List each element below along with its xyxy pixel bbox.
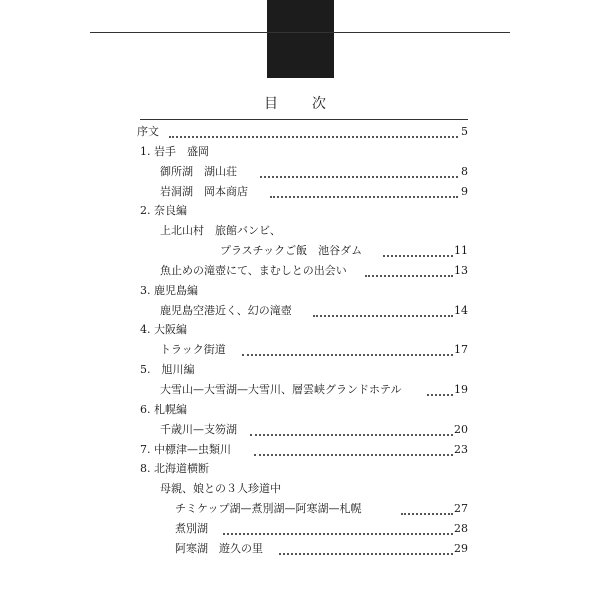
toc-page-number: 17: [454, 343, 468, 357]
toc-entry-text: 鹿児島空港近く、幻の滝壺: [160, 303, 292, 317]
toc-entry-text: 岩洞湖 岡本商店: [160, 184, 248, 198]
leader-dots: [279, 547, 453, 555]
toc-entry-text: 阿寒湖 遊久の里: [175, 541, 263, 555]
toc-entry-kamikitayama[interactable]: [137, 221, 468, 241]
leader-dots: [254, 448, 453, 456]
toc-entry-text: 2. 奈良編: [140, 204, 187, 218]
toc-section-iwate[interactable]: [137, 142, 468, 162]
toc-entry-preface[interactable]: [137, 122, 468, 142]
toc-page-number: 23: [454, 442, 468, 456]
black-header-tab: [267, 0, 334, 78]
toc-page-number: 14: [454, 303, 468, 317]
toc-entry-gandoko[interactable]: [137, 182, 468, 202]
leader-dots: [223, 527, 453, 535]
top-rule: [90, 32, 510, 33]
toc-entry-taki-mamushi[interactable]: [137, 261, 468, 281]
toc-entry-text: 8. 北海道横断: [140, 462, 209, 476]
toc-entry-text: チミケップ湖—煮別湖—阿寒湖—札幌: [175, 502, 362, 516]
toc-entry-text: 母親、娘との３人珍道中: [160, 482, 281, 496]
toc-section-nakashibetsu[interactable]: [137, 440, 468, 460]
toc-page-number: 29: [454, 541, 468, 555]
toc-page-number: 20: [454, 422, 468, 436]
toc-entry-text: 大雪山—大雪湖—大雪川、層雲峡グランドホテル: [160, 382, 402, 396]
leader-dots: [270, 190, 458, 198]
toc-entry-text: 7. 中標津—虫類川: [140, 442, 231, 456]
toc-page-number: 11: [454, 244, 468, 258]
leader-dots: [260, 170, 458, 178]
toc-entry-text: 御所湖 湖山荘: [160, 164, 237, 178]
toc-section-osaka[interactable]: [137, 320, 468, 340]
leader-dots: [383, 249, 453, 257]
toc-entry-maboroshi[interactable]: [137, 301, 468, 321]
toc-entry-hahaoya-musume[interactable]: [137, 479, 468, 499]
toc-section-asahikawa[interactable]: [137, 360, 468, 380]
toc-entry-plastic-gohan[interactable]: [137, 241, 468, 261]
toc-entry-text: プラスチックご飯 池谷ダム: [220, 244, 363, 258]
toc-page-number: 27: [454, 502, 468, 516]
toc-entry-daisetsuzan[interactable]: [137, 380, 468, 400]
leader-dots: [313, 309, 453, 317]
leader-dots: [250, 428, 453, 436]
toc-entry-text: 序文: [137, 125, 159, 138]
toc-page-number: 8: [461, 164, 468, 178]
toc-entry-text: 千歳川—支笏湖: [160, 422, 237, 436]
toc-entry-text: トラック街道: [160, 343, 226, 357]
toc-entry-text: 5. 旭川編: [140, 363, 195, 377]
toc-entry-text: 1. 岩手 盛岡: [140, 144, 209, 158]
toc-entry-text: 上北山村 旅館バンビ、: [160, 224, 281, 238]
toc-page-number: 28: [454, 521, 468, 535]
toc-entry-goshoko[interactable]: [137, 162, 468, 182]
toc-section-kagoshima[interactable]: [137, 281, 468, 301]
toc-entry-text: 煮別湖: [175, 521, 208, 535]
table-of-contents: [137, 122, 468, 559]
toc-heading-rule: [140, 119, 468, 120]
toc-entry-truck-kaido[interactable]: [137, 340, 468, 360]
toc-page-number: 5: [461, 125, 468, 138]
leader-dots: [242, 348, 453, 356]
toc-entry-text: 4. 大阪編: [140, 323, 187, 337]
toc-entry-text: 3. 鹿児島編: [140, 283, 198, 297]
toc-entry-chitosegawa[interactable]: [137, 420, 468, 440]
leader-dots: [427, 388, 453, 396]
leader-dots: [169, 130, 458, 138]
leader-dots: [401, 507, 453, 515]
toc-page-number: 19: [454, 382, 468, 396]
toc-page-number: 9: [461, 184, 468, 198]
leader-dots: [365, 269, 453, 277]
toc-section-hokkaido-odan[interactable]: [137, 459, 468, 479]
toc-heading: 目 次: [264, 96, 336, 112]
toc-section-sapporo[interactable]: [137, 400, 468, 420]
toc-entry-nibetsuko[interactable]: [137, 519, 468, 539]
toc-entry-text: 魚止めの滝壺にて、まむしとの出会い: [160, 263, 347, 277]
toc-entry-text: 6. 札幌編: [140, 402, 187, 416]
toc-section-nara[interactable]: [137, 201, 468, 221]
toc-page-number: 13: [454, 263, 468, 277]
toc-entry-chimikeppu[interactable]: [137, 499, 468, 519]
toc-entry-akanko[interactable]: [137, 539, 468, 559]
